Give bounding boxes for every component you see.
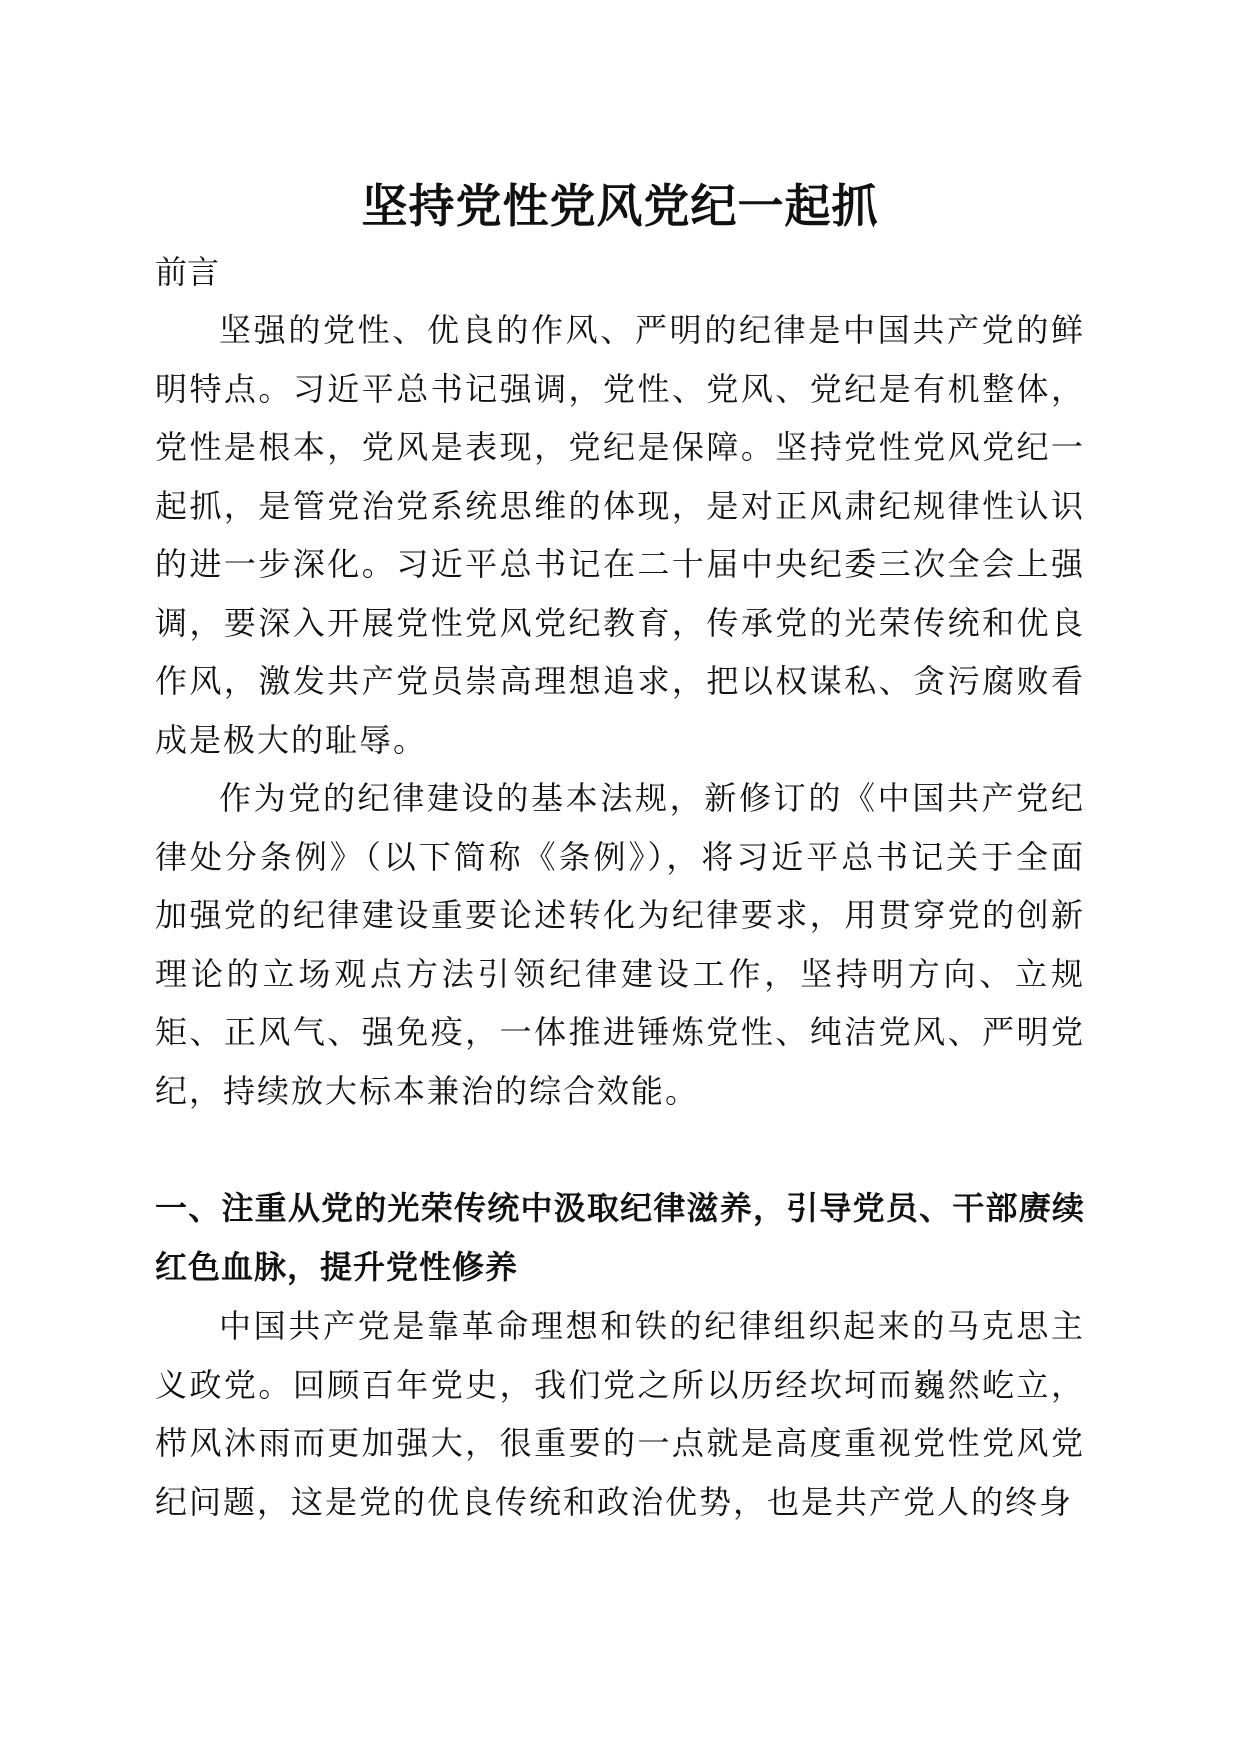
section-1-heading: 一、注重从党的光荣传统中汲取纪律滋养，引导党员、干部赓续红色血脉，提升党性修养 <box>155 1189 1085 1286</box>
preface-paragraph-1: 坚强的党性、优良的作风、严明的纪律是中国共产党的鲜明特点。习近平总书记强调，党性、党风、党纪是有机整体，党性是根本，党风是表现，党纪是保障。坚持党性党风党纪一起抓，是管党治党系统思维的体现，是对正风肃纪规律性认识的进一步深化。习近平总书记在二十届中央纪委三次全会上强调，要深入开展党性党风党纪教育，传承党的光荣传统和优良作风，激发共产党员崇高理想追求，把以权谋私、贪污腐败看成是极大的耻辱。 <box>155 311 1085 759</box>
preface-paragraph-2: 作为党的纪律建设的基本法规，新修订的《中国共产党纪律处分条例》（以下简称《条例》），将习近平总书记关于全面加强党的纪律建设重要论述转化为纪律要求，用贯穿党的创新理论的立场观点方法引领纪律建设工作，坚持明方向、立规矩、正风气、强免疫，一体推进锤炼党性、纯洁党风、严明党纪，持续放大标本兼治的综合效能。 <box>155 779 1085 1110</box>
document-body <box>155 243 1085 1531</box>
section-1-paragraph: 中国共产党是靠革命理想和铁的纪律组织起来的马克思主义政党。回顾百年党史，我们党之所以历经坎坷而巍然屹立，栉风沐雨而更加强大，很重要的一点就是高度重视党性党风党纪问题，这是党的优良传统和政治优势，也是共产党人的终身 <box>155 1307 1085 1521</box>
preface-label: 前言 <box>155 253 220 291</box>
document-title: 坚持党性党风党纪一起抓 <box>361 179 879 233</box>
